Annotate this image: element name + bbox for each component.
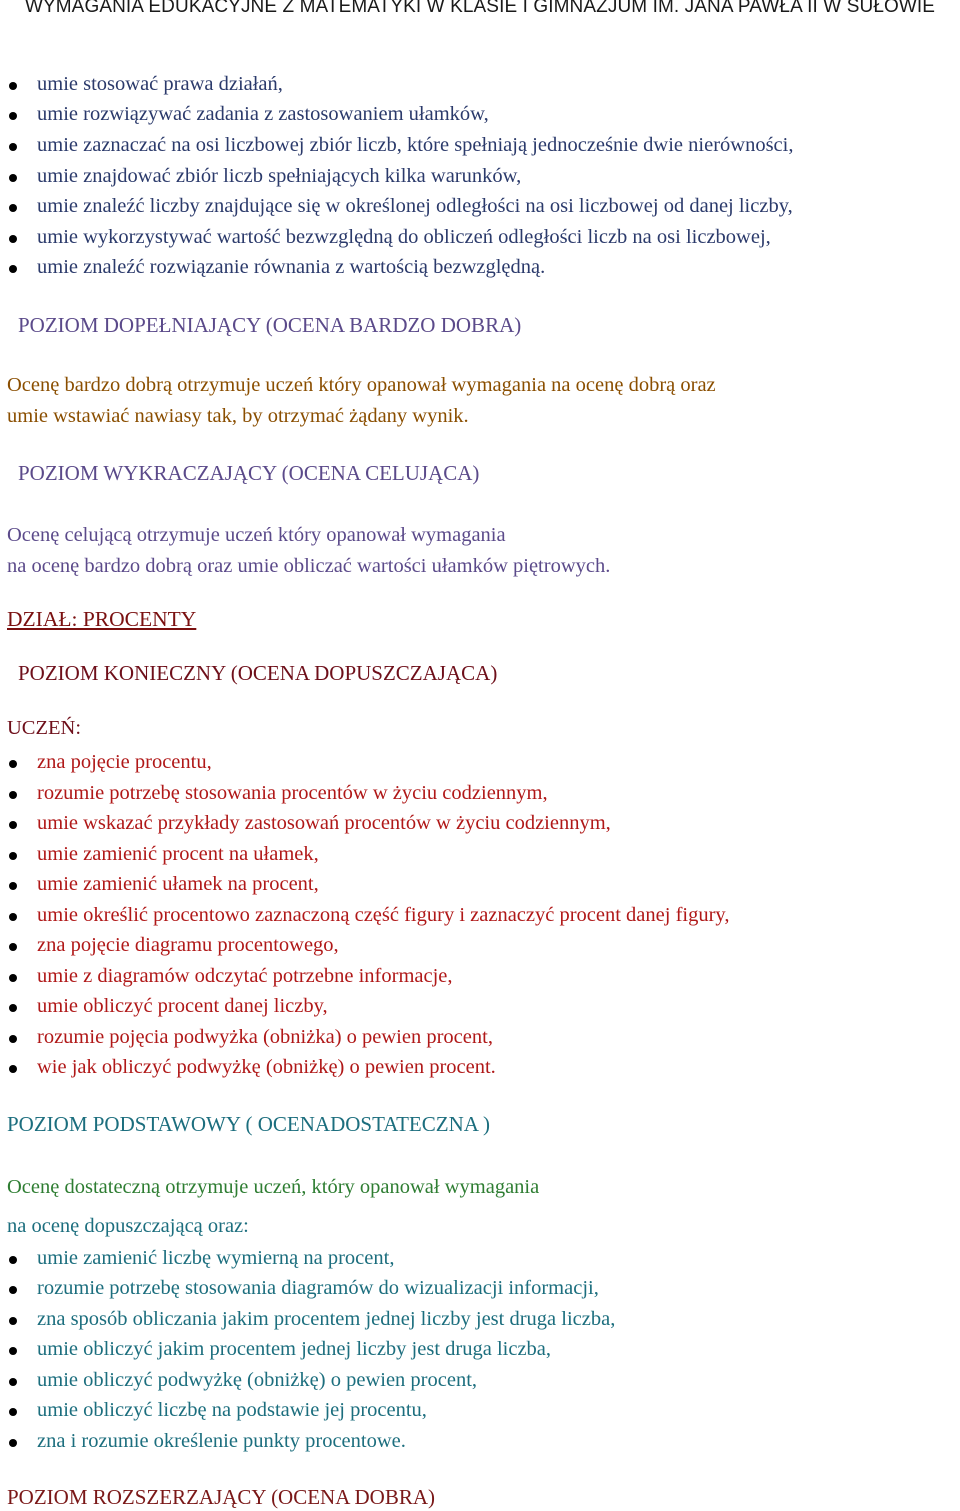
list-item: zna pojęcie diagramu procentowego, [37,934,339,956]
list-item: umie zamienić procent na ułamek, [37,843,319,865]
page-header: WYMAGANIA EDUKACYJNE Z MATEMATYKI W KLASIE I GIMNAZJUM IM. JANA PAWŁA II W SUŁOWIE [24,0,936,17]
list-item: umie zamienić ułamek na procent, [37,873,319,895]
list-item: umie znajdować zbiór liczb spełniających kilka warunków, [37,165,522,187]
list-item: umie zaznaczać na osi liczbowej zbiór liczb, które spełniają jednocześnie dwie nierówności, [37,134,794,156]
list-item: umie zamienić liczbę wymierną na procent, [37,1247,395,1269]
level-heading-pod: POZIOM PODSTAWOWY ( OCENADOSTATECZNA ) [7,1112,490,1136]
list-item: umie obliczyć procent danej liczby, [37,995,328,1017]
section-title: DZIAŁ: PROCENTY [7,607,197,631]
list-item: umie obliczyć liczbę na podstawie jej procentu, [37,1399,427,1421]
list-item: umie znaleźć liczby znajdujące się w określonej odległości na osi liczbowej od danej liczby, [37,195,793,217]
paragraph-line: umie wstawiać nawiasy tak, by otrzymać żądany wynik. [7,405,469,427]
paragraph-line: Ocenę dostateczną otrzymuje uczeń, który opanował wymagania [7,1176,540,1198]
list-item: umie obliczyć podwyżkę (obniżkę) o pewien procent, [37,1369,478,1391]
paragraph-line: na ocenę bardzo dobrą oraz umie obliczać wartości ułamków piętrowych. [7,555,611,577]
paragraph-line: na ocenę dopuszczającą oraz: [7,1215,249,1237]
student-label: UCZEŃ: [7,717,82,739]
list-item: rozumie potrzebę stosowania procentów w życiu codziennym, [37,782,548,804]
paragraph-line: Ocenę celującą otrzymuje uczeń który opanował wymagania [7,524,506,546]
list-item: umie z diagramów odczytać potrzebne informacje, [37,965,453,987]
list-item: umie określić procentowo zaznaczoną część figury i zaznaczyć procent danej figury, [37,904,730,926]
list-item: umie wykorzystywać wartość bezwzględną do obliczeń odległości liczb na osi liczbowej, [37,226,771,248]
level-heading-roz: POZIOM ROZSZERZAJĄCY (OCENA DOBRA) [7,1485,435,1509]
paragraph-line: Ocenę bardzo dobrą otrzymuje uczeń który opanował wymagania na ocenę dobrą oraz [7,374,716,396]
list-item: zna pojęcie procentu, [37,751,212,773]
list-item: umie stosować prawa działań, [37,73,283,95]
list-item: wie jak obliczyć podwyżkę (obniżkę) o pewien procent. [37,1056,496,1078]
list-item: umie obliczyć jakim procentem jednej liczby jest druga liczba, [37,1338,552,1360]
level-heading-cel: POZIOM WYKRACZAJĄCY (OCENA CELUJĄCA) [18,461,480,485]
level-heading-kon: POZIOM KONIECZNY (OCENA DOPUSZCZAJĄCA) [18,661,498,685]
list-item: rozumie pojęcia podwyżka (obniżka) o pewien procent, [37,1026,493,1048]
level-heading-bdb: POZIOM DOPEŁNIAJĄCY (OCENA BARDZO DOBRA) [18,313,522,337]
list-item: umie rozwiązywać zadania z zastosowaniem ułamków, [37,103,489,125]
list-item: zna i rozumie określenie punkty procentowe. [37,1430,406,1452]
list-item: zna sposób obliczania jakim procentem jednej liczby jest druga liczba, [37,1308,616,1330]
list-item: rozumie potrzebę stosowania diagramów do wizualizacji informacji, [37,1277,599,1299]
list-item: umie wskazać przykłady zastosowań procentów w życiu codziennym, [37,812,611,834]
list-item: umie znaleźć rozwiązanie równania z wartością bezwzględną. [37,256,546,278]
